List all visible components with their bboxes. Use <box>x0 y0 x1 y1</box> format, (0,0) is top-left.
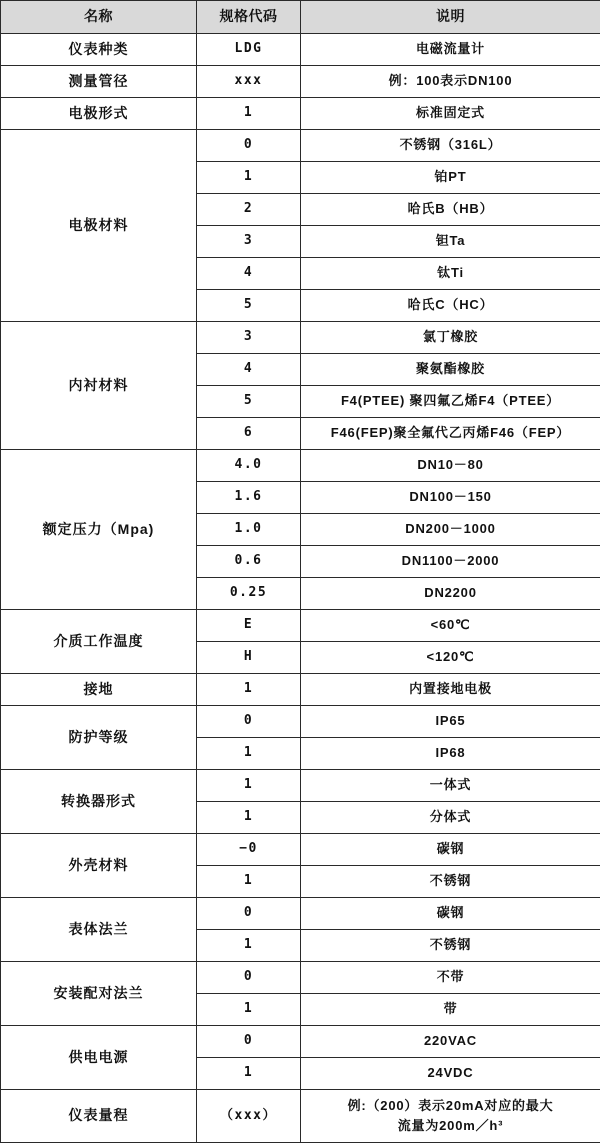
row-description-line-1: 例:（200）表示20mA对应的最大 <box>301 1096 600 1116</box>
table-row <box>1 1090 600 1143</box>
row-description: 分体式 <box>301 802 600 834</box>
row-code: 3 <box>197 322 301 354</box>
table-row <box>1 898 600 930</box>
row-description: 例：100表示DN100 <box>301 66 600 98</box>
row-code: 1 <box>197 162 301 194</box>
table-row <box>1 66 600 98</box>
row-code: 1 <box>197 802 301 834</box>
row-name: 防护等级 <box>1 706 197 770</box>
table-row <box>1 610 600 642</box>
row-name: 电极形式 <box>1 98 197 130</box>
row-description: 不锈钢 <box>301 866 600 898</box>
row-name: 外壳材料 <box>1 834 197 898</box>
row-code: 0.25 <box>197 578 301 610</box>
row-name: 接地 <box>1 674 197 706</box>
table-row <box>1 130 600 162</box>
row-code: 1.0 <box>197 514 301 546</box>
row-description: 220VAC <box>301 1026 600 1058</box>
row-description: 内置接地电极 <box>301 674 600 706</box>
row-code: LDG <box>197 34 301 66</box>
table-row <box>1 34 600 66</box>
row-name: 转换器形式 <box>1 770 197 834</box>
row-code: E <box>197 610 301 642</box>
row-code: 4 <box>197 258 301 290</box>
row-code: 0 <box>197 706 301 738</box>
row-description: 带 <box>301 994 600 1026</box>
row-name: 测量管径 <box>1 66 197 98</box>
row-description: 碳钢 <box>301 898 600 930</box>
row-description: DN1100－2000 <box>301 546 600 578</box>
row-description: IP68 <box>301 738 600 770</box>
row-name: 仪表种类 <box>1 34 197 66</box>
row-code: 4 <box>197 354 301 386</box>
header-row <box>1 1 600 34</box>
row-description: <120℃ <box>301 642 600 674</box>
row-code: 5 <box>197 386 301 418</box>
row-description: 不锈钢（316L） <box>301 130 600 162</box>
table-row <box>1 962 600 994</box>
row-description: 钛Ti <box>301 258 600 290</box>
row-name: 供电电源 <box>1 1026 197 1090</box>
row-code: xxx <box>197 66 301 98</box>
row-code: 1 <box>197 674 301 706</box>
row-description: IP65 <box>301 706 600 738</box>
row-code: 6 <box>197 418 301 450</box>
column-header-name: 名称 <box>1 1 197 34</box>
row-code: 1 <box>197 738 301 770</box>
row-name: 电极材料 <box>1 130 197 322</box>
table-row <box>1 450 600 482</box>
table-row <box>1 674 600 706</box>
table-row <box>1 322 600 354</box>
table-body <box>1 34 600 1143</box>
table-header <box>1 1 600 34</box>
row-description: 不带 <box>301 962 600 994</box>
row-code: 0 <box>197 898 301 930</box>
row-code: 1 <box>197 930 301 962</box>
row-description: 氯丁橡胶 <box>301 322 600 354</box>
row-description: DN100－150 <box>301 482 600 514</box>
row-description: F4(PTEE) 聚四氟乙烯F4（PTEE） <box>301 386 600 418</box>
row-code: H <box>197 642 301 674</box>
row-code: 2 <box>197 194 301 226</box>
row-description: DN10－80 <box>301 450 600 482</box>
row-description: 铂PT <box>301 162 600 194</box>
row-name: 额定压力（Mpa) <box>1 450 197 610</box>
row-description: 不锈钢 <box>301 930 600 962</box>
row-code: 3 <box>197 226 301 258</box>
row-code: 0 <box>197 130 301 162</box>
row-code: 1.6 <box>197 482 301 514</box>
row-code: 1 <box>197 994 301 1026</box>
row-description-line-2: 流量为200m／h³ <box>301 1116 600 1136</box>
table-row <box>1 834 600 866</box>
row-name: 表体法兰 <box>1 898 197 962</box>
table-row <box>1 706 600 738</box>
row-description: F46(FEP)聚全氟代乙丙烯F46（FEP） <box>301 418 600 450</box>
row-description: DN2200 <box>301 578 600 610</box>
table-row <box>1 770 600 802</box>
row-code: 1 <box>197 770 301 802</box>
row-code: 5 <box>197 290 301 322</box>
row-name: 安装配对法兰 <box>1 962 197 1026</box>
row-description: DN200－1000 <box>301 514 600 546</box>
row-code: 1 <box>197 98 301 130</box>
table-row <box>1 1026 600 1058</box>
row-description: 24VDC <box>301 1058 600 1090</box>
row-description: 聚氨酯橡胶 <box>301 354 600 386</box>
row-code: 0 <box>197 962 301 994</box>
column-header-code: 规格代码 <box>197 1 301 34</box>
column-header-description: 说明 <box>301 1 600 34</box>
table-row <box>1 98 600 130</box>
row-name: 内衬材料 <box>1 322 197 450</box>
row-description: 标准固定式 <box>301 98 600 130</box>
row-description: 哈氏C（HC） <box>301 290 600 322</box>
row-description: 电磁流量计 <box>301 34 600 66</box>
row-code: −0 <box>197 834 301 866</box>
row-description: 钽Ta <box>301 226 600 258</box>
row-description: 碳钢 <box>301 834 600 866</box>
row-code: 1 <box>197 1058 301 1090</box>
row-code: 0.6 <box>197 546 301 578</box>
row-description <box>301 1090 600 1143</box>
row-description: <60℃ <box>301 610 600 642</box>
row-name: 仪表量程 <box>1 1090 197 1143</box>
row-name: 介质工作温度 <box>1 610 197 674</box>
row-code: 0 <box>197 1026 301 1058</box>
row-code: 1 <box>197 866 301 898</box>
row-code: 4.0 <box>197 450 301 482</box>
row-code: （xxx） <box>197 1090 301 1143</box>
row-description: 哈氏B（HB） <box>301 194 600 226</box>
row-description: 一体式 <box>301 770 600 802</box>
